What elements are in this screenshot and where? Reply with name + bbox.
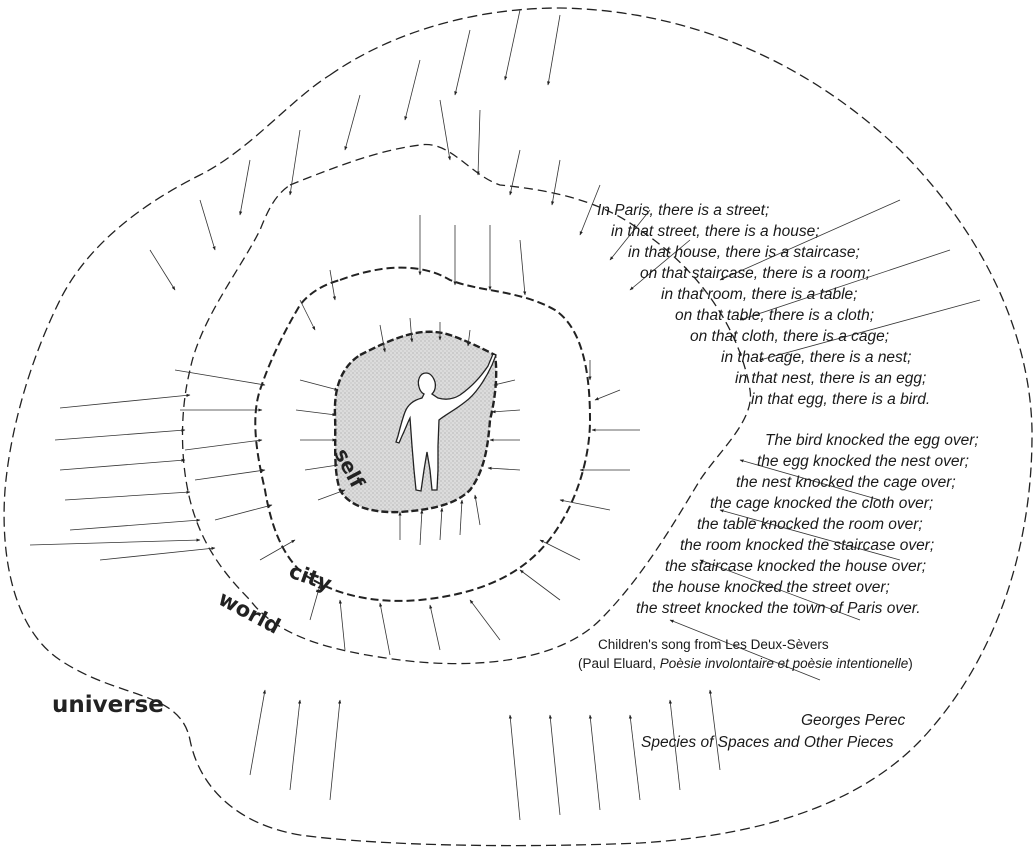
- radial-arrow: [330, 270, 335, 300]
- radial-arrow: [470, 600, 500, 640]
- poem-line: in that egg, there is a bird.: [751, 391, 931, 408]
- radial-arrow: [440, 508, 442, 540]
- radial-arrow: [595, 390, 620, 400]
- poem-line: the street knocked the town of Paris over.: [636, 600, 921, 617]
- radial-arrow: [185, 440, 262, 450]
- radial-arrow: [510, 150, 520, 195]
- radial-arrow: [195, 470, 265, 480]
- city-label: city: [285, 558, 335, 597]
- poem-line: in that nest, there is an egg;: [735, 370, 927, 387]
- poem-line: the egg knocked the nest over;: [757, 453, 969, 470]
- universe-label: universe: [52, 692, 164, 718]
- poem-line: the table knocked the room over;: [697, 516, 923, 533]
- radial-arrow: [488, 468, 520, 470]
- world-label: world: [214, 586, 285, 639]
- poem-line: on that cloth, there is a cage;: [690, 328, 890, 345]
- radial-arrow: [520, 570, 560, 600]
- radial-arrow: [710, 690, 720, 770]
- attribution-work: Species of Spaces and Other Pieces: [641, 734, 894, 751]
- radial-arrow: [290, 700, 300, 790]
- radial-arrow: [430, 605, 440, 650]
- radial-arrow: [30, 540, 200, 545]
- radial-arrow: [552, 160, 560, 205]
- radial-arrow: [318, 490, 345, 500]
- radial-arrow: [300, 300, 315, 330]
- radial-arrow: [290, 130, 300, 195]
- source-suffix: ): [908, 656, 913, 671]
- radial-arrows: [30, 10, 980, 820]
- poem-line: the house knocked the street over;: [652, 579, 890, 596]
- radial-arrow: [250, 690, 265, 775]
- radial-arrow: [510, 715, 520, 820]
- radial-arrow: [60, 395, 190, 408]
- radial-arrow: [520, 240, 525, 295]
- poem-line: on that staircase, there is a room;: [640, 265, 871, 282]
- radial-arrow: [345, 95, 360, 150]
- radial-arrow: [405, 60, 420, 120]
- radial-arrow: [460, 500, 462, 535]
- radial-arrow: [240, 160, 250, 215]
- poem-line: the staircase knocked the house over;: [665, 558, 927, 575]
- radial-arrow: [420, 510, 422, 545]
- radial-arrow: [150, 250, 175, 290]
- radial-arrow: [560, 500, 610, 510]
- poem-line: The bird knocked the egg over;: [765, 432, 979, 449]
- poem-line: the cage knocked the cloth over;: [710, 495, 934, 512]
- radial-arrow: [200, 200, 215, 250]
- poem-line: in that room, there is a table;: [661, 286, 858, 303]
- radial-arrow: [300, 380, 338, 390]
- radial-arrow: [478, 110, 480, 175]
- radial-arrow: [455, 30, 470, 95]
- poem-line: on that table, there is a cloth;: [675, 307, 875, 324]
- radial-arrow: [340, 600, 345, 650]
- radial-arrow: [540, 540, 580, 560]
- poem-line: the room knocked the staircase over;: [680, 537, 935, 554]
- radial-arrow: [330, 700, 340, 800]
- radial-arrow: [492, 410, 520, 412]
- source-line-1: Children's song from Les Deux-Sèvers: [598, 637, 829, 652]
- radial-arrow: [65, 492, 190, 500]
- radial-arrow: [70, 520, 200, 530]
- radial-arrow: [475, 495, 480, 525]
- radial-arrow: [550, 715, 560, 815]
- poem-line: in that cage, there is a nest;: [721, 349, 912, 366]
- radial-arrow: [296, 410, 336, 415]
- poem-line: In Paris, there is a street;: [597, 202, 770, 219]
- radial-arrow: [380, 603, 390, 655]
- source-line-2: [578, 656, 913, 671]
- radial-arrow: [55, 430, 185, 440]
- radial-arrow: [305, 465, 338, 470]
- radial-arrow: [60, 460, 185, 470]
- radial-arrow: [630, 715, 640, 800]
- source-prefix: (Paul Eluard,: [578, 656, 660, 671]
- radial-arrow: [590, 715, 600, 810]
- radial-arrow: [100, 548, 215, 560]
- radial-arrow: [494, 380, 515, 385]
- radial-arrow: [505, 10, 520, 80]
- source-title: Poèsie involontaire et poèsie intentionelle: [659, 656, 909, 671]
- radial-arrow: [440, 100, 450, 160]
- self-label: self: [329, 444, 370, 492]
- attribution-author: Georges Perec: [801, 712, 906, 729]
- radial-arrow: [548, 15, 560, 85]
- poem-line: in that street, there is a house;: [611, 223, 820, 240]
- poem-line: in that house, there is a staircase;: [628, 244, 860, 261]
- poem-line: the nest knocked the cage over;: [736, 474, 956, 491]
- radial-arrow: [215, 505, 272, 520]
